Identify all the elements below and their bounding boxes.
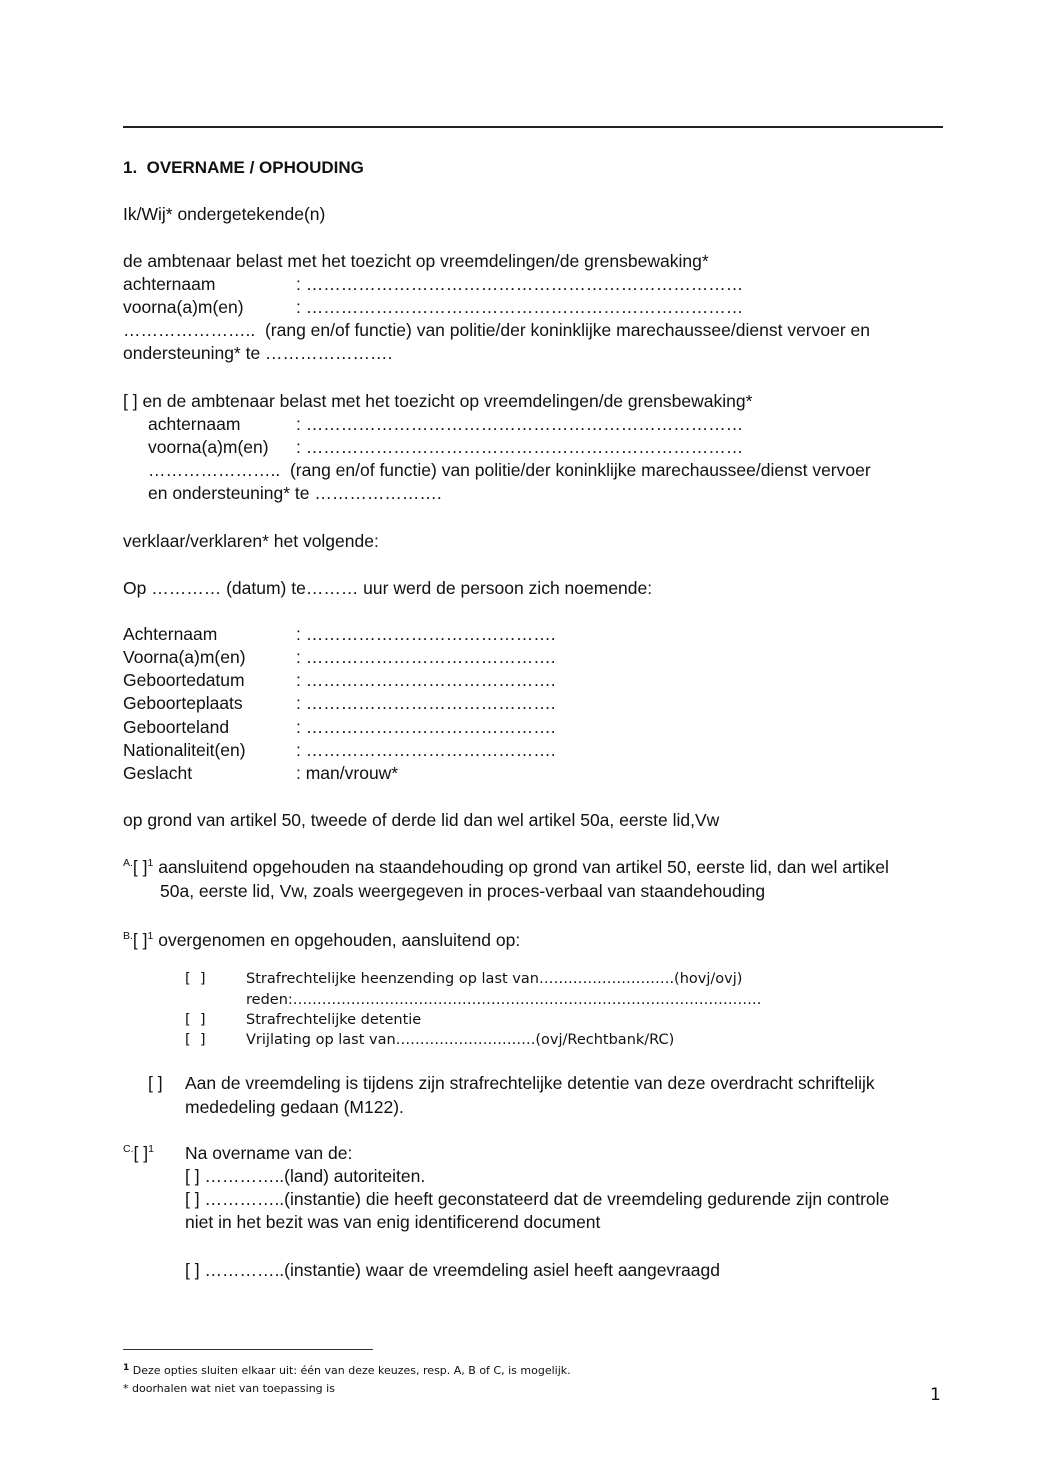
footnote-rule <box>123 1349 373 1350</box>
official2-line: [ ] en de ambtenaar belast met het toezicht op vreemdelingen/de grensbewaking* <box>123 391 753 411</box>
notice-checkbox[interactable]: [ ] <box>148 1073 163 1093</box>
option-c-line1: Na overname van de: <box>185 1143 353 1163</box>
footnote-1-mark: 1 <box>123 1363 130 1373</box>
person-field[interactable]: : ……………………………………. <box>296 670 556 690</box>
option-a-line2: 50a, eerste lid, Vw, zoals weergegeven in proces-verbaal van staandehouding <box>160 881 766 901</box>
option-b-item-text: Strafrechtelijke heenzending op last van……………………….(hovj/ovj) <box>246 971 743 987</box>
footnote-1-text: Deze opties sluiten elkaar uit: één van deze keuzes, resp. A, B of C, is mogelijk. <box>129 1364 571 1377</box>
person-label: Geboorteland <box>123 717 230 737</box>
option-a-line1 <box>123 856 889 882</box>
footnote-ref: 1 <box>147 930 154 942</box>
official1-rank-line: ………………….. (rang en/of functie) van politie/der koninklijke marechaussee/dienst vervoer en <box>123 320 870 340</box>
option-b-item-checkbox[interactable]: [ ] <box>185 971 206 987</box>
person-label: Geboorteplaats <box>123 693 243 713</box>
person-field[interactable]: : man/vrouw* <box>296 763 399 783</box>
option-c-line5[interactable]: [ ] …………..(instantie) waar de vreemdeling asiel heeft aangevraagd <box>185 1260 720 1280</box>
official1-support-line: ondersteuning* te …………………. <box>123 343 393 363</box>
option-c-marker: C. <box>123 1143 134 1155</box>
person-label: Voorna(a)m(en) <box>123 647 246 667</box>
person-label: Achternaam <box>123 624 218 644</box>
option-b-marker: B. <box>123 930 133 942</box>
footnote-ref: 1 <box>147 857 154 869</box>
official2-surname-field[interactable]: : ………………………………………………………………… <box>296 414 744 434</box>
footnote-1 <box>123 1364 571 1379</box>
footnote-2: * doorhalen wat niet van toepassing is <box>123 1382 335 1395</box>
person-label: Geslacht <box>123 763 193 783</box>
option-b-checkbox[interactable]: [ ] <box>132 930 148 950</box>
person-label: Geboortedatum <box>123 670 245 690</box>
official2-rank-line: ………………….. (rang en/of functie) van politie/der koninklijke marechaussee/dienst vervoer <box>148 460 871 480</box>
option-a-checkbox[interactable]: [ ] <box>132 857 148 877</box>
option-b-item-checkbox[interactable]: [ ] <box>185 1012 206 1028</box>
official2-surname-label: achternaam <box>148 414 241 434</box>
option-b-item-text: Strafrechtelijke detentie <box>246 1012 422 1028</box>
notice-line2: mededeling gedaan (M122). <box>185 1097 404 1117</box>
intro-line: Ik/Wij* ondergetekende(n) <box>123 204 326 224</box>
header-rule <box>123 126 943 128</box>
official1-firstname-field[interactable]: : ………………………………………………………………… <box>296 297 744 317</box>
option-c-head <box>123 1142 154 1168</box>
option-a-text: aansluitend opgehouden na staandehouding op grond van artikel 50, eerste lid, dan wel artikel <box>153 857 889 877</box>
official2-firstname-field[interactable]: : ………………………………………………………………… <box>296 437 744 457</box>
page-number: 1 <box>930 1385 941 1405</box>
person-field[interactable]: : ……………………………………. <box>296 647 556 667</box>
option-c-line4: niet in het bezit was van enig identificerend document <box>185 1212 601 1232</box>
ground-line: op grond van artikel 50, tweede of derde lid dan wel artikel 50a, eerste lid,Vw <box>123 810 720 830</box>
declare-line: verklaar/verklaren* het volgende: <box>123 531 379 551</box>
section-title: 1. OVERNAME / OPHOUDING <box>123 158 364 177</box>
option-b-item-text: reden:……………………………………………………………………………………. <box>246 992 762 1008</box>
option-c-line3[interactable]: [ ] …………..(instantie) die heeft geconstateerd dat de vreemdeling gedurende zijn controle <box>185 1189 890 1209</box>
option-b-item-text: Vrijlating op last van…………………….….(ovj/Rechtbank/RC) <box>246 1032 675 1048</box>
official1-line: de ambtenaar belast met het toezicht op vreemdelingen/de grensbewaking* <box>123 251 709 271</box>
official1-surname-label: achternaam <box>123 274 216 294</box>
option-c-line2[interactable]: [ ] …………..(land) autoriteiten. <box>185 1166 426 1186</box>
date-line: Op ………… (datum) te……… uur werd de persoon zich noemende: <box>123 578 653 598</box>
option-b-text: overgenomen en opgehouden, aansluitend op: <box>153 930 521 950</box>
person-field[interactable]: : ……………………………………. <box>296 624 556 644</box>
official2-support-line: en ondersteuning* te …………………. <box>148 483 442 503</box>
option-b-item-checkbox[interactable]: [ ] <box>185 1032 206 1048</box>
person-field[interactable]: : ……………………………………. <box>296 717 556 737</box>
person-label: Nationaliteit(en) <box>123 740 246 760</box>
footnote-ref: 1 <box>148 1143 154 1155</box>
person-field[interactable]: : ……………………………………. <box>296 693 556 713</box>
person-field[interactable]: : ……………………………………. <box>296 740 556 760</box>
option-b-line1 <box>123 929 520 955</box>
option-a-marker: A. <box>123 857 133 869</box>
option-c-checkbox[interactable]: [ ] <box>133 1143 149 1163</box>
official1-surname-field[interactable]: : ………………………………………………………………… <box>296 274 744 294</box>
official1-firstname-label: voorna(a)m(en) <box>123 297 244 317</box>
notice-line1: Aan de vreemdeling is tijdens zijn strafrechtelijke detentie van deze overdracht schriftelijk <box>185 1073 875 1093</box>
official2-firstname-label: voorna(a)m(en) <box>148 437 269 457</box>
